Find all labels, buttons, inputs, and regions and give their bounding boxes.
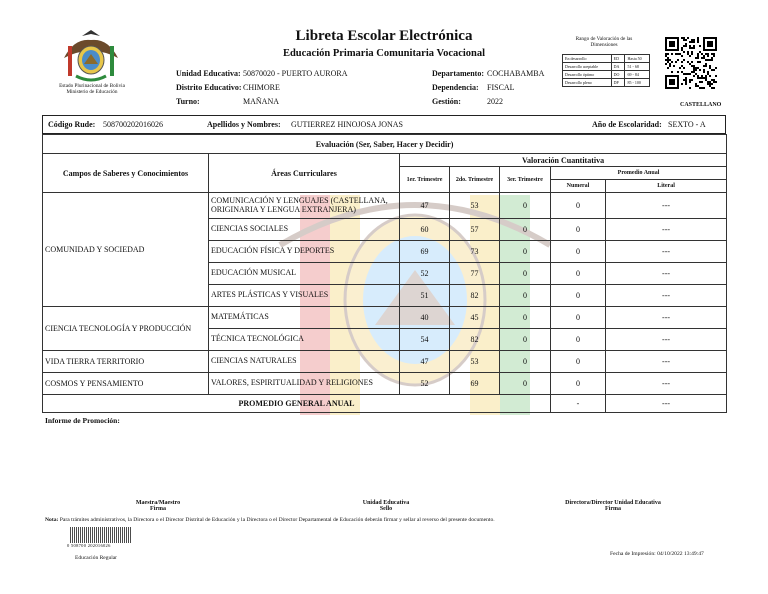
trimestre-3-cell: 0 [500,263,551,285]
literal-cell: --- [606,373,727,395]
scale-range: 51 - 68 [625,63,650,71]
trimestre-2-cell: 53 [450,351,500,373]
header-numeral: Numeral [551,180,606,193]
grade-label: Año de Escolaridad: [592,120,662,129]
departamento-label: Departamento: [432,69,484,78]
scale-row [563,63,650,71]
numeral-cell: 0 [551,285,606,307]
scale-name: En desarrollo [563,55,612,63]
signature-director-sub: Firma [605,506,621,512]
evaluation-title: Evaluación (Ser, Saber, Hacer y Decidir) [43,135,727,154]
scale-title: Rango de Valoración de las Dimensiones [575,36,633,48]
campo-cell: COMUNIDAD Y SOCIEDAD [43,193,209,307]
trimestre-1-cell: 60 [400,219,450,241]
turno-label: Turno: [176,97,200,106]
trimestre-3-cell: 0 [500,285,551,307]
distrito-label: Distrito Educativo: [176,83,242,92]
numeral-cell: 0 [551,263,606,285]
campo-cell: COSMOS Y PENSAMIENTO [43,373,209,395]
area-cell: ARTES PLÁSTICAS Y VISUALES [209,285,400,307]
header-valoracion: Valoración Cuantitativa [400,154,727,167]
trimestre-3-cell: 0 [500,329,551,351]
scale-name: Desarrollo aceptable [563,63,612,71]
header-trimestre-1: 1er. Trimestre [400,167,450,193]
nota [45,517,495,523]
scale-code: DA [611,63,625,71]
trimestre-2-cell: 45 [450,307,500,329]
header-trimestre-3: 3er. Trimestre [500,167,551,193]
signature-maestro: Maestra/Maestro [135,500,181,506]
area-cell: COMUNICACIÓN Y LENGUAJES (CASTELLANA, ORIGINARIA Y LENGUA EXTRANJERA) [209,193,400,219]
area-cell: TÉCNICA TECNOLÓGICA [209,329,400,351]
name-value: GUTIERREZ HINOJOSA JONAS [291,120,404,129]
trimestre-2-cell: 77 [450,263,500,285]
promedio-general-literal: --- [606,395,727,413]
trimestre-3-cell: 0 [500,307,551,329]
trimestre-2-cell: 82 [450,329,500,351]
dependencia-label: Dependencia: [432,83,479,92]
promedio-general-label: PROMEDIO GENERAL ANUAL [43,395,551,413]
scale-name: Desarrollo óptimo [563,71,612,79]
literal-cell: --- [606,329,727,351]
scale-name: Desarrollo pleno [563,79,612,87]
name-label: Apellidos y Nombres: [207,120,281,129]
unidad-value: 50870020 - PUERTO AURORA [243,69,348,78]
numeral-cell: 0 [551,219,606,241]
trimestre-1-cell: 52 [400,373,450,395]
campo-cell: CIENCIA TECNOLOGÍA Y PRODUCCIÓN [43,307,209,351]
scale-code: DO [611,71,625,79]
signature-maestro-sub: Firma [150,506,166,512]
literal-cell: --- [606,219,727,241]
numeral-cell: 0 [551,241,606,263]
literal-cell: --- [606,307,727,329]
table-row [43,351,727,373]
numeral-cell: 0 [551,373,606,395]
literal-cell: --- [606,241,727,263]
area-cell: MATEMÁTICAS [209,307,400,329]
unidad-label: Unidad Educativa: [176,69,241,78]
table-row [43,193,727,219]
area-cell: CIENCIAS SOCIALES [209,219,400,241]
print-date: Fecha de Impresión: 04/10/2022 13:49:47 [610,551,704,557]
dependencia-value: FISCAL [487,83,515,92]
trimestre-1-cell: 52 [400,263,450,285]
barcode [70,527,132,543]
table-row [43,307,727,329]
promedio-general-row [43,395,727,413]
header-campos: Campos de Saberes y Conocimientos [43,154,209,193]
gestion-label: Gestión: [432,97,461,106]
distrito-value: CHIMORE [243,83,280,92]
departamento-value: COCHABAMBA [487,69,545,78]
gestion-value: 2022 [487,97,503,106]
document-subtitle: Educación Primaria Comunitaria Vocacional [282,48,486,59]
language-label: CASTELLANO [680,102,722,108]
trimestre-3-cell: 0 [500,241,551,263]
scale-code: DP [611,79,625,87]
grades-table [42,134,727,413]
campo-cell: VIDA TIERRA TERRITORIO [43,351,209,373]
area-cell: EDUCACIÓN MUSICAL [209,263,400,285]
trimestre-1-cell: 69 [400,241,450,263]
rude-label: Código Rude: [48,120,96,129]
emblem-caption-ministry: Ministerio de Educación [66,88,118,95]
header-literal: Literal [606,180,727,193]
trimestre-3-cell: 0 [500,219,551,241]
scale-row [563,79,650,87]
signature-unidad-sub: Sello [379,506,393,512]
emblem-caption-state: Estado Plurinacional de Bolivia [59,83,125,89]
promedio-general-numeral: - [551,395,606,413]
literal-cell: --- [606,285,727,307]
scale-range: 85 - 100 [625,79,650,87]
trimestre-1-cell: 47 [400,193,450,219]
trimestre-1-cell: 47 [400,351,450,373]
qr-code [665,37,717,89]
trimestre-3-cell: 0 [500,373,551,395]
signature-unidad: Unidad Educativa [362,500,410,506]
header-trimestre-2: 2do. Trimestre [450,167,500,193]
literal-cell: --- [606,263,727,285]
trimestre-2-cell: 57 [450,219,500,241]
scale-table [562,54,650,87]
grade-value: SEXTO - A [668,120,706,129]
scale-range: Hasta 50 [625,55,650,63]
header-promedio-anual: Promedio Anual [551,167,727,180]
literal-cell: --- [606,193,727,219]
barcode-caption: Educación Regular [75,555,117,561]
table-row [43,373,727,395]
informe-promocion-label: Informe de Promoción: [45,416,120,425]
numeral-cell: 0 [551,307,606,329]
turno-value: MAÑANA [243,97,279,106]
rude-value: 508700202016026 [103,120,163,129]
signature-director: Directora/Director Unidad Educativa [565,500,661,506]
trimestre-1-cell: 51 [400,285,450,307]
trimestre-3-cell: 0 [500,193,551,219]
scale-row [563,71,650,79]
barcode-number: 0 508700 202016026 [67,543,111,548]
scale-row [563,55,650,63]
trimestre-2-cell: 82 [450,285,500,307]
trimestre-1-cell: 54 [400,329,450,351]
trimestre-2-cell: 69 [450,373,500,395]
nota-label: Nota: [45,517,59,523]
scale-code: ED [611,55,625,63]
trimestre-2-cell: 53 [450,193,500,219]
trimestre-1-cell: 40 [400,307,450,329]
numeral-cell: 0 [551,329,606,351]
numeral-cell: 0 [551,193,606,219]
area-cell: EDUCACIÓN FÍSICA Y DEPORTES [209,241,400,263]
area-cell: VALORES, ESPIRITUALIDAD Y RELIGIONES [209,373,400,395]
scale-range: 69 - 84 [625,71,650,79]
trimestre-3-cell: 0 [500,351,551,373]
trimestre-2-cell: 73 [450,241,500,263]
document-title: Libreta Escolar Electrónica [295,28,473,44]
literal-cell: --- [606,351,727,373]
header-areas: Áreas Curriculares [209,154,400,193]
numeral-cell: 0 [551,351,606,373]
nota-text: Para trámites administrativos, la Directora o el Director Distrital de Educación y la Directora o el Director Departamental de Educación deberán firmar y sellar al reverso del presente documento. [59,517,495,523]
area-cell: CIENCIAS NATURALES [209,351,400,373]
